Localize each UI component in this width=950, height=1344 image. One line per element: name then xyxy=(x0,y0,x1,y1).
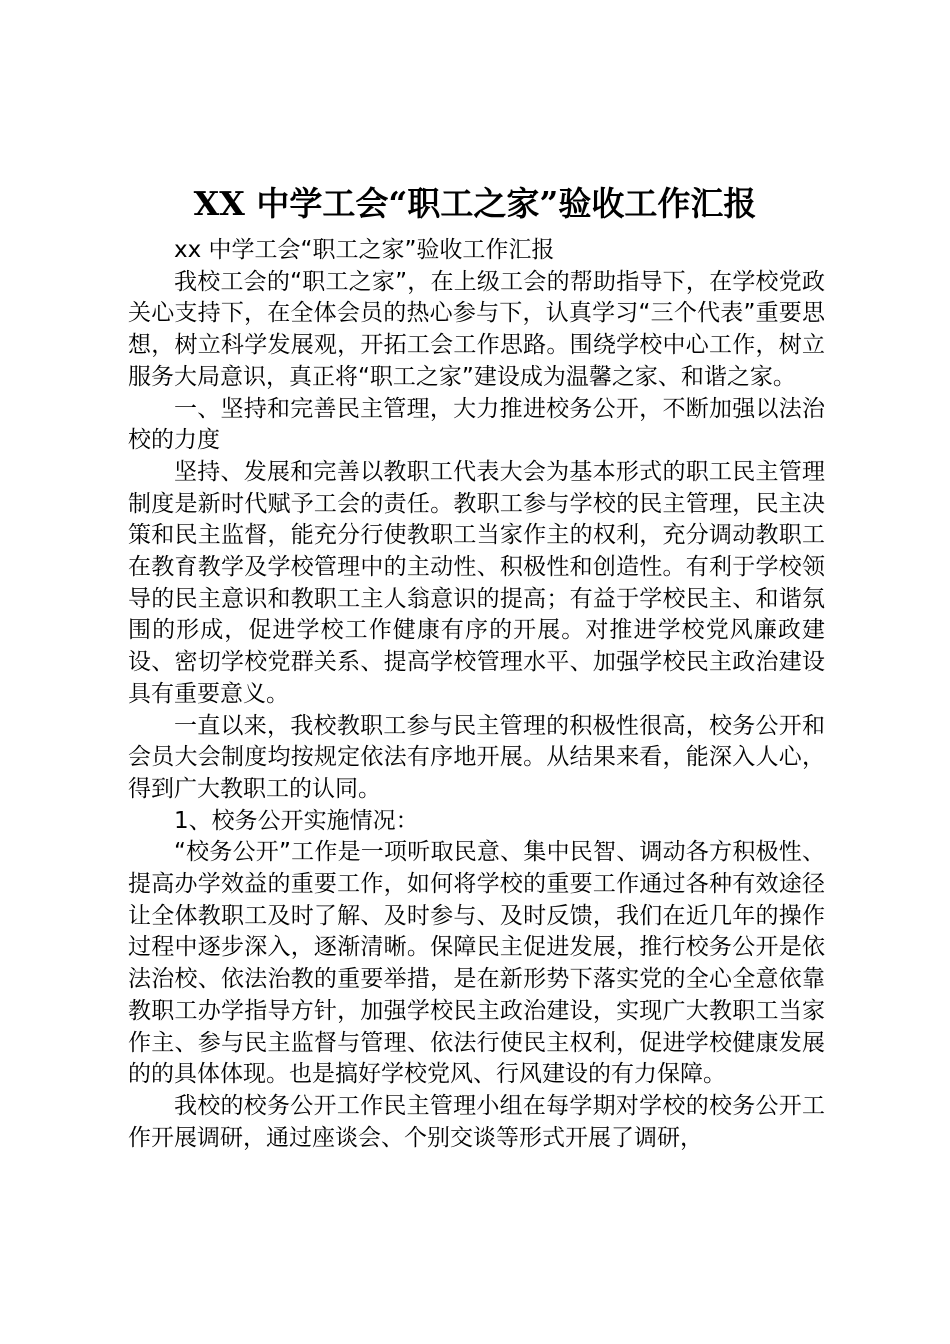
subsection-heading-1: 1、校务公开实施情况： xyxy=(174,807,419,834)
paragraph-intro: 我校工会的“职工之家”，在上级工会的帮助指导下，在学校党政关心支持下，在全体会员的热心参与下，认真学习“三个代表”重要思想，树立科学发展观，开拓工会工作思路。围绕学校中心工作，树立服务大局意识，真正将“职工之家”建设成为温馨之家、和谐之家。 xyxy=(128,268,825,390)
paragraph: “校务公开”工作是一项听取民意、集中民智、调动各方积极性、提高办学效益的重要工作，如何将学校的重要工作通过各种有效途径让全体教职工及时了解、及时参与、及时反馈，我们在近几年的操作过程中逐步深入，逐渐清晰。保障民主促进发展，推行校务公开是依法治校、依法治教的重要举措，是在新形势下落实党的全心全意依靠教职工办学指导方针，加强学校民主政治建设，实现广大教职工当家作主、参与民主监督与管理、依法行使民主权利，促进学校健康发展的的具体体现。也是搞好学校党风、行风建设的有力保障。 xyxy=(128,839,825,1088)
paragraph: 坚持、发展和完善以教职工代表大会为基本形式的职工民主管理制度是新时代赋予工会的责任。教职工参与学校的民主管理，民主决策和民主监督，能充分行使教职工当家作主的权利，充分调动教职工在教育教学及学校管理中的主动性、积极性和创造性。有利于学校领导的民主意识和教职工主人翁意识的提高；有益于学校民主、和谐氛围的形成，促进学校工作健康有序的开展。对推进学校党风廉政建设、密切学校党群关系、提高学校管理水平、加强学校民主政治建设具有重要意义。 xyxy=(128,458,825,707)
document-title: XX 中学工会“职工之家”验收工作汇报 xyxy=(193,184,757,223)
section-heading-1: 一、坚持和完善民主管理，大力推进校务公开，不断加强以法治校的力度 xyxy=(128,395,825,454)
paragraph-subtitle: xx 中学工会“职工之家”验收工作汇报 xyxy=(174,237,555,263)
paragraph: 我校的校务公开工作民主管理小组在每学期对学校的校务公开工作开展调研，通过座谈会、个别交谈等形式开展了调研， xyxy=(128,1092,825,1151)
paragraph: 一直以来，我校教职工参与民主管理的积极性很高，校务公开和会员大会制度均按规定依法有序地开展。从结果来看，能深入人心，得到广大教职工的认同。 xyxy=(128,712,825,802)
document-body xyxy=(128,235,825,1154)
